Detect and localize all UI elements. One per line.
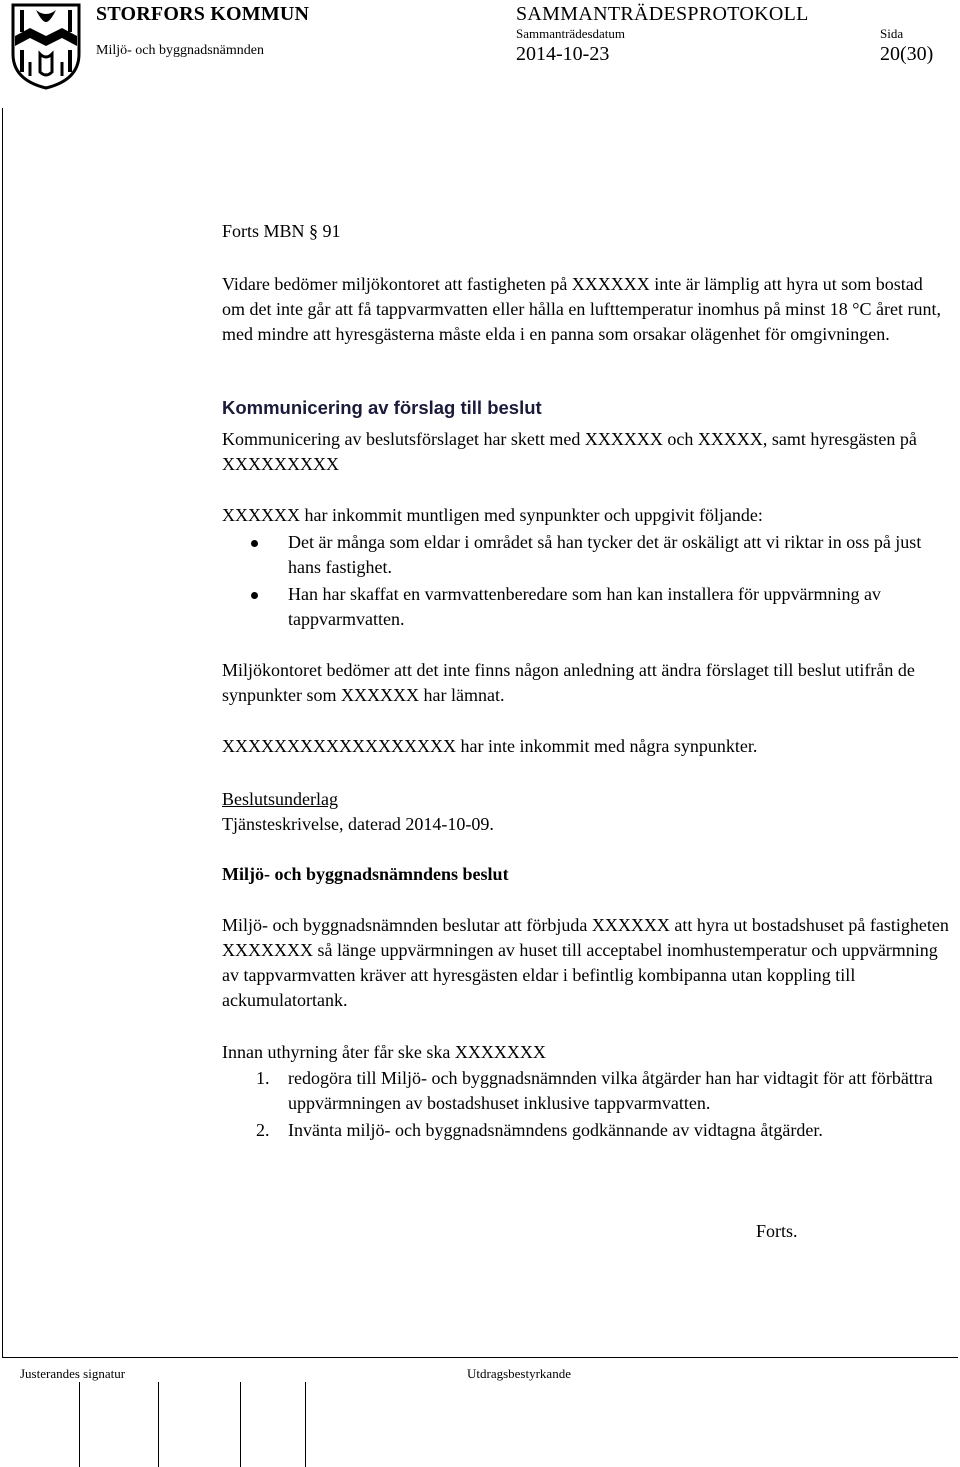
organization-name: STORFORS KOMMUN bbox=[96, 3, 310, 25]
signature-box-divider bbox=[305, 1382, 306, 1467]
municipal-coat-of-arms-logo bbox=[10, 2, 82, 90]
meeting-date-label: Sammanträdesdatum bbox=[516, 26, 626, 41]
list-number: 1. bbox=[256, 1068, 270, 1088]
footer-rule bbox=[2, 1357, 958, 1358]
list-number: 2. bbox=[256, 1120, 270, 1140]
list-item bbox=[256, 1066, 952, 1116]
bullet-icon bbox=[251, 592, 258, 599]
signature-box-divider bbox=[240, 1382, 241, 1467]
received-intro: XXXXXX har inkommit muntligen med synpunkter och uppgivit följande: bbox=[222, 505, 763, 525]
list-item-text: redogöra till Miljö- och byggnadsnämnden vilka åtgärder han har vidtagit för att förbättra uppvärmningen av bostadshuset inklusive tappvarmvatten. bbox=[288, 1068, 933, 1113]
list-item-text: Invänta miljö- och byggnadsnämndens godkännande av vidtagna åtgärder. bbox=[288, 1120, 823, 1140]
signature-box-divider bbox=[79, 1382, 80, 1467]
basis-heading: Beslutsunderlag bbox=[222, 789, 338, 809]
signature-label: Justerandes signatur bbox=[20, 1366, 126, 1381]
communication-heading: Kommunicering av förslag till beslut bbox=[222, 397, 542, 418]
basis-text: Tjänsteskrivelse, daterad 2014-10-09. bbox=[222, 814, 494, 834]
list-item bbox=[288, 582, 952, 632]
page-label: Sida bbox=[880, 26, 904, 41]
certified-label: Utdragsbestyrkande bbox=[467, 1366, 571, 1381]
decision-paragraph: Miljö- och byggnadsnämnden beslutar att förbjuda XXXXXX att hyra ut bostadshuset på fastigheten XXXXXXX så länge uppvärmningen av huset till acceptabel inomhustemperatur och uppvärmning av tappvarmvatten kräver att hyresgästen eldar i befintlig kombipanna utan koppling till ackumulatortank. bbox=[222, 915, 949, 1010]
decision-heading: Miljö- och byggnadsnämndens beslut bbox=[222, 864, 509, 884]
communication-text: Kommunicering av beslutsförslaget har skett med XXXXXX och XXXXX, samt hyresgästen på XXXXXXXXX bbox=[222, 429, 917, 474]
bullet-icon bbox=[251, 540, 258, 547]
signature-box-divider bbox=[158, 1382, 159, 1467]
intro-paragraph: Vidare bedömer miljökontoret att fastigheten på XXXXXX inte är lämplig att hyra ut som bostad om det inte går att få tappvarmvatten eller hålla en lufttemperatur inomhus på minst 18 °C året runt, med mindre att hyresgästerna måste elda i en panna som orsakar olägenhet för omgivningen. bbox=[222, 274, 941, 344]
document-type: SAMMANTRÄDESPROTOKOLL bbox=[516, 3, 809, 25]
list-item bbox=[288, 530, 952, 580]
list-item bbox=[256, 1118, 952, 1143]
list-item-text: Det är många som eldar i området så han tycker det är oskäligt att vi riktar in oss på just hans fastighet. bbox=[288, 532, 922, 577]
list-item-text: Han har skaffat en varmvattenberedare som han kan installera för uppvärmning av tappvarmvatten. bbox=[288, 584, 881, 629]
page-number: 20(30) bbox=[880, 43, 934, 65]
before-rental-text: Innan uthyrning åter får ske ska XXXXXXX bbox=[222, 1042, 546, 1062]
no-response-paragraph: XXXXXXXXXXXXXXXXXX har inte inkommit med några synpunkter. bbox=[222, 736, 758, 756]
section-reference: Forts MBN § 91 bbox=[222, 221, 341, 241]
left-margin-rule bbox=[2, 108, 3, 1358]
assessment-paragraph: Miljökontoret bedömer att det inte finns någon anledning att ändra förslaget till beslut utifrån de synpunkter som XXXXXX har lämnat. bbox=[222, 660, 915, 705]
continued-marker: Forts. bbox=[756, 1221, 798, 1241]
department-name: Miljö- och byggnadsnämnden bbox=[96, 43, 264, 58]
meeting-date-value: 2014-10-23 bbox=[516, 43, 610, 65]
